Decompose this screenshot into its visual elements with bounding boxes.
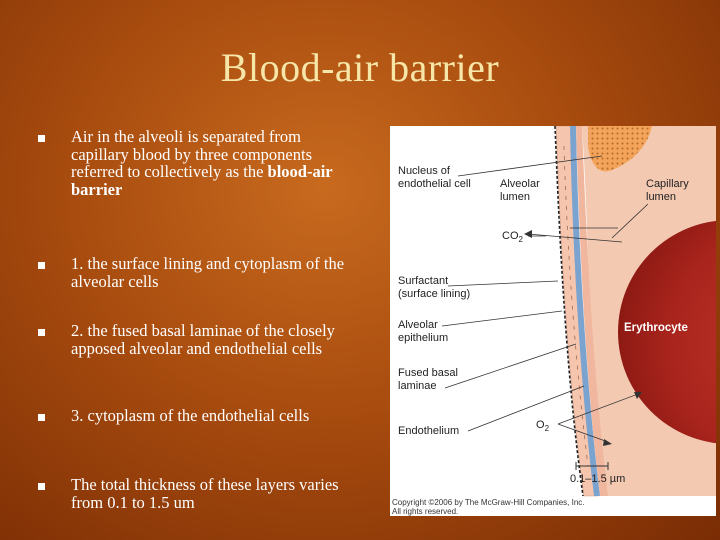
svg-text:endothelial cell: endothelial cell [398, 178, 471, 190]
svg-text:Fused basal: Fused basal [398, 367, 458, 379]
copyright-line-2: All rights reserved. [392, 507, 459, 516]
bullet-marker [38, 414, 45, 421]
bullet-text: 1. the surface lining and cytoplasm of the alveolar cells [71, 254, 345, 291]
bullet-marker [38, 135, 45, 142]
barrier-diagram [390, 126, 716, 516]
bullet-text: Air in the alveoli is separated from capillary blood by three components referred to collectively as the blood-air barrier [71, 127, 333, 199]
svg-text:Capillary: Capillary [646, 178, 689, 190]
slide-title: Blood-air barrier [220, 45, 500, 90]
bullet-marker [38, 483, 45, 490]
bullet-bold-term: blood-air barrier [71, 162, 333, 199]
bullet-text: 2. the fused basal laminae of the closely apposed alveolar and endothelial cells [71, 321, 335, 358]
svg-text:laminae: laminae [398, 380, 437, 392]
svg-text:Surfactant: Surfactant [398, 275, 449, 287]
bullet-text: 3. cytoplasm of the endothelial cells [71, 406, 310, 425]
svg-text:epithelium: epithelium [398, 332, 449, 344]
o2-label: $O_2$ [536, 419, 550, 433]
svg-text:(surface lining): (surface lining) [398, 288, 471, 300]
svg-text:lumen: lumen [646, 191, 676, 203]
scale-label: 0.1–1.5 µm [570, 473, 626, 485]
blood-air-barrier-figure [390, 126, 716, 516]
endothelium-label: Endothelium [398, 425, 460, 437]
svg-text:Alveolar: Alveolar [500, 178, 540, 190]
bullet-marker [38, 262, 45, 269]
bullet-text: The total thickness of these layers varies from 0.1 to 1.5 um [71, 475, 339, 512]
bullet-marker [38, 329, 45, 336]
copyright-line-1: Copyright ©2006 by The McGraw-Hill Companies, Inc. [392, 498, 585, 507]
erythrocyte-label: Erythrocyte [624, 322, 688, 334]
svg-text:lumen: lumen [500, 191, 530, 203]
svg-text:Alveolar: Alveolar [398, 319, 438, 331]
co2-label: $CO_2$ [502, 230, 523, 244]
svg-text:Nucleus of: Nucleus of [398, 165, 450, 177]
